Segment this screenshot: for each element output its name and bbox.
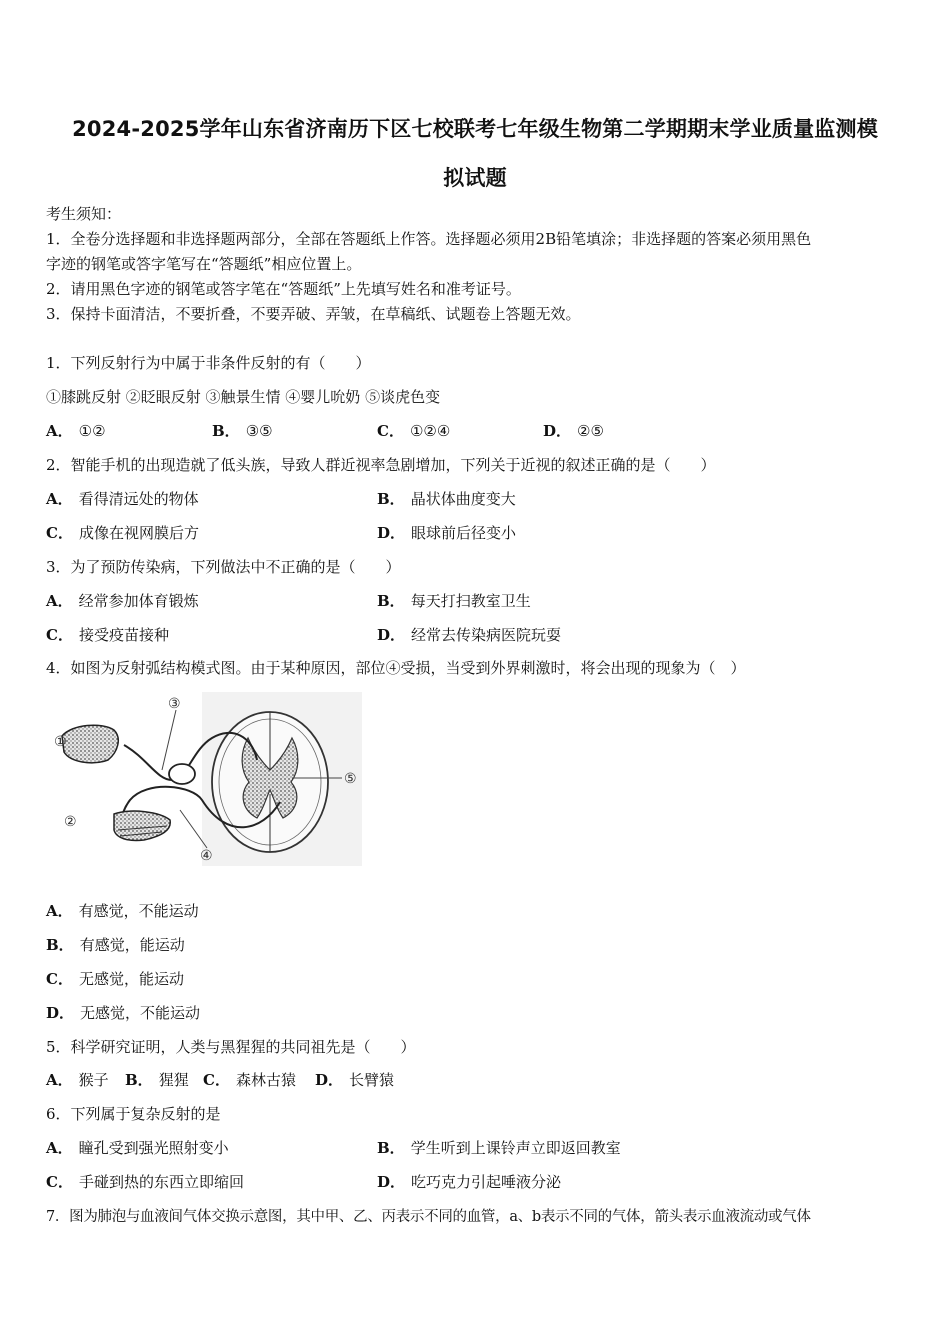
q3-option-c xyxy=(46,624,169,645)
q6-option-d-text: 吃巧克力引起唾液分泌 xyxy=(411,1173,562,1191)
q3-option-a-label: A． xyxy=(46,592,73,610)
q6-option-d-label: D． xyxy=(377,1173,406,1191)
q4-option-a-text: 有感觉，不能运动 xyxy=(78,902,199,920)
notice-item-3: 3．保持卡面清洁，不要折叠，不要弄破、弄皱，在草稿纸、试题卷上答题无效。 xyxy=(46,305,581,323)
q4-option-d-text: 无感觉，不能运动 xyxy=(80,1004,201,1022)
q3-stem: 3．为了预防传染病，下列做法中不正确的是（ ） xyxy=(46,558,401,576)
q1-option-d-text: ②⑤ xyxy=(577,422,604,440)
q2-option-b-text: 晶状体曲度变大 xyxy=(410,490,516,508)
q4-option-b-text: 有感觉，能运动 xyxy=(79,936,185,954)
q5-stem: 5．科学研究证明，人类与黑猩猩的共同祖先是（ ） xyxy=(46,1038,416,1056)
q1-option-a-text: ①② xyxy=(78,422,106,440)
q7-stem: 7．图为肺泡与血液间气体交换示意图，其中甲、乙、丙表示不同的血管，a、b表示不同的气体，箭头表示血液流动或气体 xyxy=(46,1209,811,1225)
spinal-ganglion xyxy=(169,764,195,784)
notice-heading: 考生须知： xyxy=(46,205,122,223)
q3-option-b xyxy=(377,590,531,611)
q5-option-d-text: 长臂猿 xyxy=(349,1071,395,1089)
q6-option-a xyxy=(46,1137,229,1158)
q3-option-a-text: 经常参加体育锻炼 xyxy=(78,592,199,610)
q2-option-b xyxy=(377,488,516,509)
leader-line-3 xyxy=(162,710,176,770)
q5-option-a-label: A． xyxy=(46,1071,73,1089)
notice-item-1b: 字迹的钢笔或答字笔写在“答题纸”相应位置上。 xyxy=(46,255,362,273)
q5-option-a xyxy=(46,1069,109,1090)
q2-stem: 2．智能手机的出现造就了低头族，导致人群近视率急剧增加，下列关于近视的叙述正确的是（ ） xyxy=(46,456,716,474)
q6-option-c xyxy=(46,1171,244,1192)
q4-stem: 4．如图为反射弧结构模式图。由于某种原因，部位④受损，当受到外界刺激时，将会出现的现象为（ ） xyxy=(46,659,746,677)
q2-option-d-label: D． xyxy=(377,524,406,542)
q6-option-a-label: A． xyxy=(46,1139,73,1157)
reflex-arc-figure xyxy=(52,690,364,866)
q3-option-a xyxy=(46,590,199,611)
q2-option-c-text: 成像在视网膜后方 xyxy=(78,524,199,542)
notice-item-1a: 1．全卷分选择题和非选择题两部分，全部在答题纸上作答。选择题必须用2B铅笔填涂；非选择题的答案必须用黑色 xyxy=(46,230,812,248)
figure-label-5: ⑤ xyxy=(344,771,357,787)
q3-option-b-text: 每天打扫教室卫生 xyxy=(410,592,531,610)
q5-option-c-label: C． xyxy=(203,1071,230,1089)
q2-option-a-text: 看得清远处的物体 xyxy=(78,490,199,508)
exam-title-line2: 拟试题 xyxy=(443,166,507,190)
q1-stem: 1．下列反射行为中属于非条件反射的有（ ） xyxy=(46,354,371,372)
q1-option-c-label: C． xyxy=(377,422,404,440)
q1-option-d xyxy=(543,420,604,441)
q2-option-c xyxy=(46,522,199,543)
q5-option-c-text: 森林古猿 xyxy=(235,1071,296,1089)
q4-option-c xyxy=(46,968,184,989)
q4-option-d-label: D． xyxy=(46,1004,75,1022)
q6-option-c-text: 手碰到热的东西立即缩回 xyxy=(78,1173,244,1191)
q4-option-c-label: C． xyxy=(46,970,73,988)
q6-option-b-text: 学生听到上课铃声立即返回教室 xyxy=(410,1139,621,1157)
q1-option-c xyxy=(377,420,450,441)
q5-option-a-text: 猴子 xyxy=(78,1071,109,1089)
q2-option-a-label: A． xyxy=(46,490,73,508)
q4-option-a-label: A． xyxy=(46,902,73,920)
figure-label-1: ① xyxy=(54,734,67,750)
q1-option-b-text: ③⑤ xyxy=(245,422,273,440)
q5-option-d-label: D． xyxy=(315,1071,344,1089)
q6-option-c-label: C． xyxy=(46,1173,73,1191)
q3-option-d-label: D． xyxy=(377,626,406,644)
q4-option-d xyxy=(46,1002,200,1023)
q6-option-b-label: B． xyxy=(377,1139,405,1157)
q1-sub: ①膝跳反射 ②眨眼反射 ③触景生情 ④婴儿吮奶 ⑤谈虎色变 xyxy=(46,388,441,406)
q6-option-a-text: 瞳孔受到强光照射变小 xyxy=(78,1139,229,1157)
q3-option-b-label: B． xyxy=(377,592,405,610)
q1-option-b xyxy=(212,420,273,441)
q4-option-a xyxy=(46,900,199,921)
q4-option-b xyxy=(46,934,185,955)
figure-label-4: ④ xyxy=(200,848,213,864)
q2-option-d xyxy=(377,522,516,543)
q6-stem: 6．下列属于复杂反射的是 xyxy=(46,1105,221,1123)
q5-option-c xyxy=(203,1069,296,1090)
figure-label-3: ③ xyxy=(168,696,181,712)
figure-label-2: ② xyxy=(64,814,77,830)
notice-item-2: 2．请用黑色字迹的钢笔或答字笔在“答题纸”上先填写姓名和准考证号。 xyxy=(46,280,521,298)
q5-option-b xyxy=(125,1069,189,1090)
q3-option-d-text: 经常去传染病医院玩耍 xyxy=(411,626,562,644)
q1-option-b-label: B． xyxy=(212,422,240,440)
q4-option-b-label: B． xyxy=(46,936,74,954)
receptor xyxy=(62,725,118,763)
q5-option-b-text: 猩猩 xyxy=(158,1071,189,1089)
q6-option-d xyxy=(377,1171,561,1192)
q5-option-d xyxy=(315,1069,394,1090)
reflex-arc-diagram xyxy=(52,690,364,866)
q2-option-a xyxy=(46,488,199,509)
q2-option-c-label: C． xyxy=(46,524,73,542)
q2-option-b-label: B． xyxy=(377,490,405,508)
q1-option-a-label: A． xyxy=(46,422,73,440)
q1-option-a xyxy=(46,420,106,441)
q1-option-c-text: ①②④ xyxy=(409,422,451,440)
q3-option-c-label: C． xyxy=(46,626,73,644)
q4-option-c-text: 无感觉，能运动 xyxy=(78,970,184,988)
q2-option-d-text: 眼球前后径变小 xyxy=(411,524,517,542)
q3-option-d xyxy=(377,624,561,645)
q5-option-b-label: B． xyxy=(125,1071,153,1089)
q6-option-b xyxy=(377,1137,621,1158)
q3-option-c-text: 接受疫苗接种 xyxy=(78,626,169,644)
q1-option-d-label: D． xyxy=(543,422,572,440)
exam-title-line1: 2024-2025学年山东省济南历下区七校联考七年级生物第二学期期末学业质量监测模 xyxy=(72,117,878,141)
